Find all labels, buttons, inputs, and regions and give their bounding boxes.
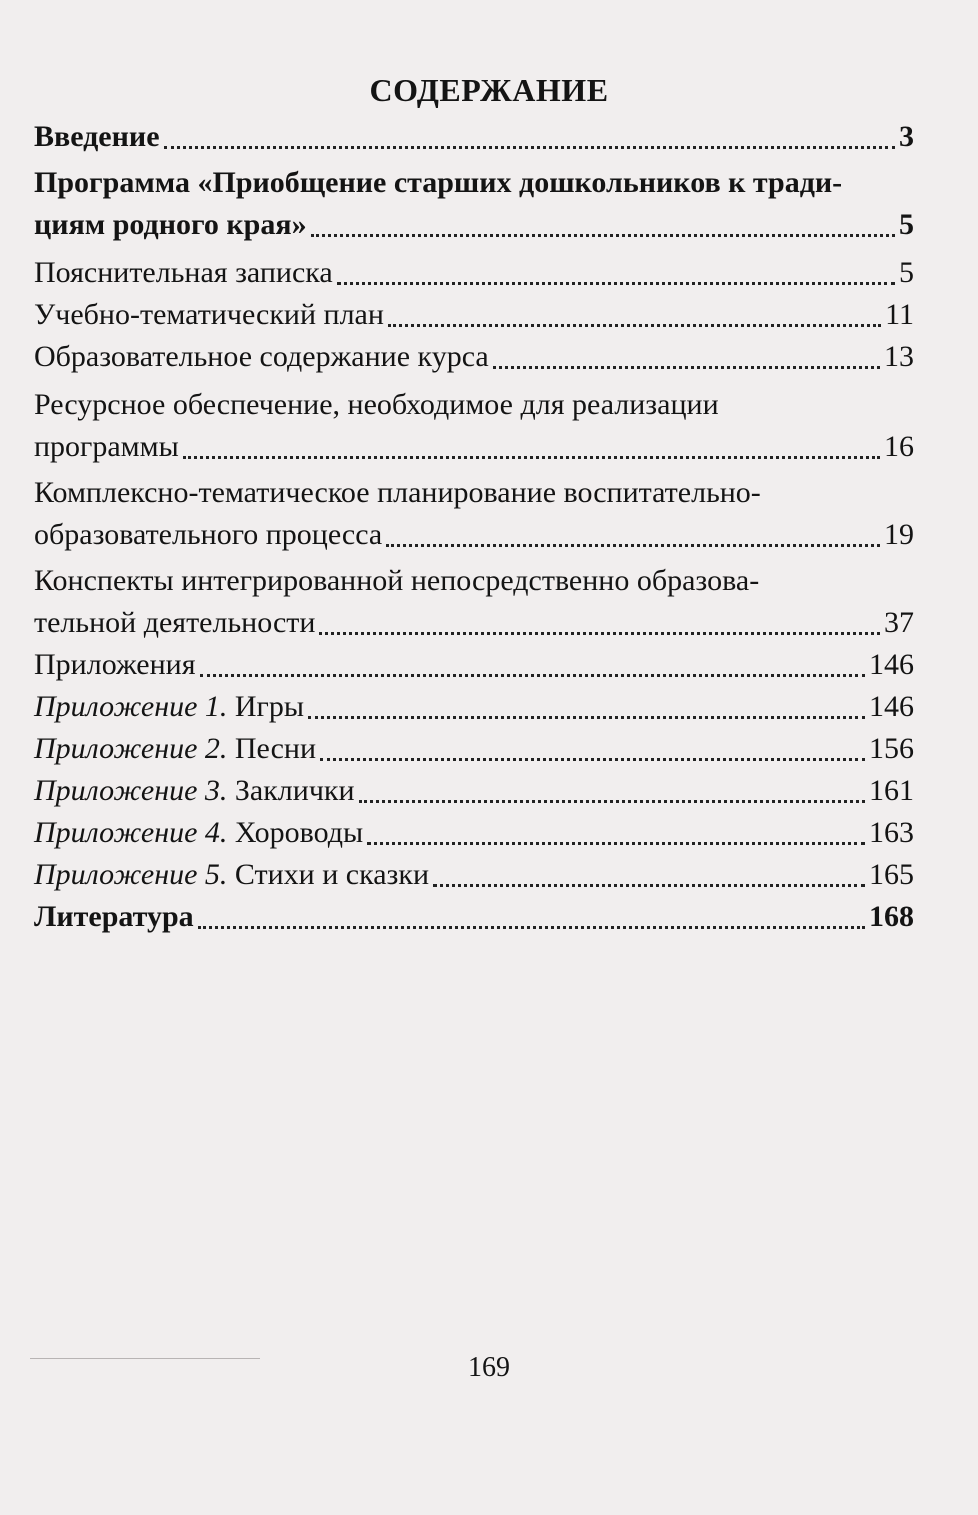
toc-entry (34, 336, 914, 378)
toc-entry-label: тельной деятельности (34, 606, 316, 639)
toc-entry-title (34, 602, 315, 644)
toc-entry-label: Пояснительная записка (34, 256, 333, 289)
table-of-contents (34, 116, 914, 938)
toc-entry (34, 812, 914, 854)
toc-page-number: 16 (884, 430, 914, 463)
toc-entry (34, 896, 914, 938)
toc-entry (34, 560, 914, 644)
toc-page-number: 146 (869, 690, 914, 723)
dot-leader (200, 674, 866, 677)
toc-entry-line: Программа «Приобщение старших дошкольников к тради- (34, 166, 843, 199)
toc-entry-title (34, 728, 316, 770)
toc-entry-line: Комплексно-тематическое планирование воспитательно- (34, 476, 761, 509)
toc-entry-title (34, 336, 489, 378)
toc-entry (34, 384, 914, 468)
dot-leader (319, 632, 880, 635)
toc-entry-title (34, 770, 355, 812)
toc-entry (34, 294, 914, 336)
toc-entry-title (34, 294, 384, 336)
page-title: СОДЕРЖАНИЕ (369, 72, 609, 108)
toc-entry-title (34, 426, 179, 468)
page-number: 169 (468, 1352, 510, 1383)
toc-entry-title (34, 514, 382, 556)
toc-entry-title (34, 204, 307, 246)
dot-leader (386, 544, 880, 547)
toc-page-number: 165 (869, 858, 914, 891)
toc-page-number: 13 (884, 340, 914, 373)
toc-entry-line: Конспекты интегрированной непосредственно образова- (34, 564, 760, 597)
toc-page-number: 5 (899, 256, 914, 289)
toc-entry (34, 686, 914, 728)
dot-leader (433, 884, 865, 887)
toc-page-number: 37 (884, 606, 914, 639)
dot-leader (359, 800, 865, 803)
toc-page-number: 5 (899, 208, 914, 241)
dot-leader (367, 842, 865, 845)
toc-page-number: 156 (869, 732, 914, 765)
toc-entry-label: Введение (34, 120, 160, 153)
toc-entry-label: Игры (227, 690, 305, 723)
toc-entry-title (34, 812, 363, 854)
dot-leader (308, 716, 865, 719)
toc-entry (34, 854, 914, 896)
toc-entry-title (34, 686, 304, 728)
toc-entry-label: Хороводы (227, 816, 364, 849)
toc-page-number: 163 (869, 816, 914, 849)
toc-entry (34, 252, 914, 294)
toc-entry-title (34, 896, 194, 938)
toc-entry-prefix: Приложение 1. (34, 690, 228, 723)
toc-entry-prefix: Приложение 3. (34, 774, 228, 807)
toc-entry (34, 728, 914, 770)
toc-entry (34, 472, 914, 556)
toc-page-number: 161 (869, 774, 914, 807)
toc-entry-label: образовательного процесса (34, 518, 383, 551)
toc-entry-label: Образовательное содержание курса (34, 340, 489, 373)
toc-entry-label: Песни (227, 732, 317, 765)
toc-page-number: 168 (869, 900, 914, 933)
toc-entry (34, 644, 914, 686)
dot-leader (388, 324, 881, 327)
toc-entry (34, 162, 914, 246)
toc-entry (34, 770, 914, 812)
toc-page-number: 3 (899, 120, 914, 153)
dot-leader (164, 146, 895, 149)
toc-entry-label: программы (34, 430, 179, 463)
toc-entry-title (34, 854, 429, 896)
toc-page-number: 11 (885, 298, 914, 331)
dot-leader (198, 926, 865, 929)
toc-entry-prefix: Приложение 4. (34, 816, 228, 849)
toc-entry-label: циям родного края» (34, 208, 307, 241)
dot-leader (183, 456, 880, 459)
toc-entry-label: Литература (34, 900, 194, 933)
dot-leader (311, 234, 895, 237)
dot-leader (320, 758, 865, 761)
toc-entry-prefix: Приложение 2. (34, 732, 228, 765)
toc-entry-title (34, 116, 160, 158)
toc-entry-label: Учебно-тематический план (34, 298, 384, 331)
toc-entry-line: Ресурсное обеспечение, необходимое для реализации (34, 388, 719, 421)
toc-entry-title (34, 644, 196, 686)
dot-leader (493, 366, 880, 369)
toc-entry-title (34, 252, 333, 294)
toc-entry (34, 116, 914, 158)
toc-entry-label: Приложения (34, 648, 196, 681)
toc-entry-prefix: Приложение 5. (34, 858, 228, 891)
toc-page-number: 19 (884, 518, 914, 551)
toc-entry-label: Заклички (227, 774, 355, 807)
toc-entry-label: Стихи и сказки (227, 858, 430, 891)
dot-leader (337, 282, 895, 285)
toc-page-number: 146 (869, 648, 914, 681)
